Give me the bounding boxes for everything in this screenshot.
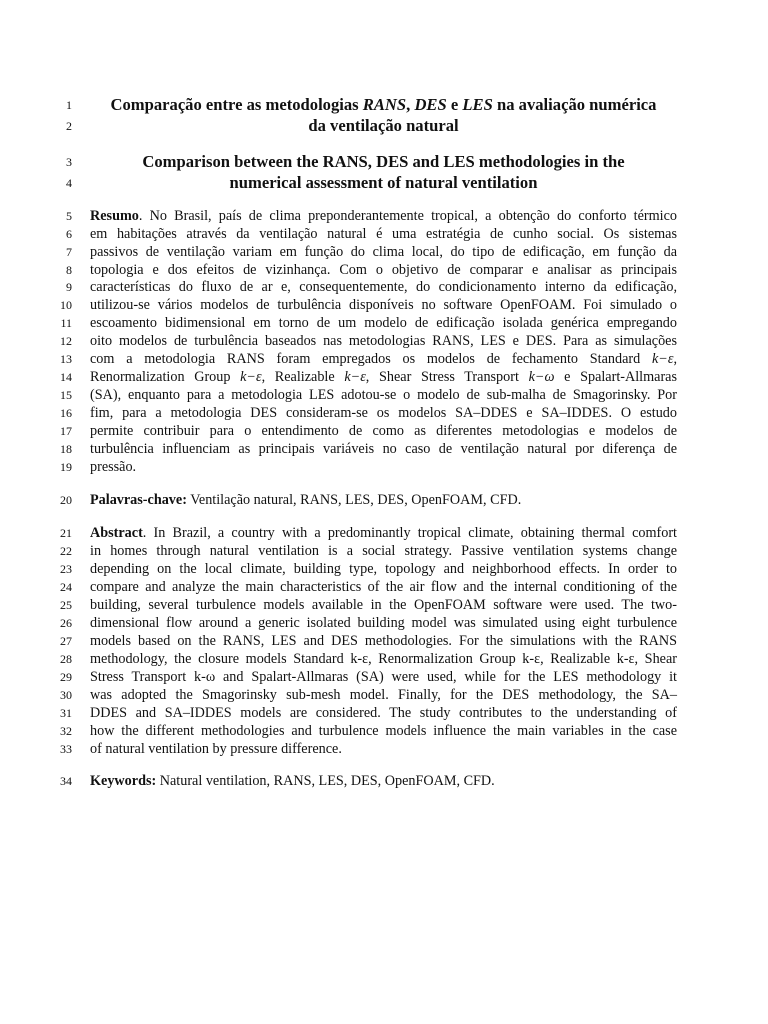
abstract-line: dimensional flow around a generic isolated building model was simulated using eight turbulence	[90, 615, 677, 631]
resumo-line: topologia e dos efeitos de vizinhança. Com o objetivo de comparar e analisar as principais	[90, 262, 677, 278]
line-number: 31	[60, 706, 72, 720]
title-pt-part: Comparação entre as metodologias	[110, 95, 363, 114]
line-number: 16	[60, 406, 72, 420]
math-k-epsilon: k−ε	[651, 351, 674, 367]
resumo-line	[90, 207, 677, 225]
resumo-line: em habitações através da ventilação natural é uma estratégia de cunho social. Os sistemas	[90, 226, 677, 242]
line-number: 13	[60, 352, 72, 366]
line-number: 27	[60, 634, 72, 648]
line-number: 2	[66, 119, 72, 133]
abstract-line: methodology, the closure models Standard k-ε, Renormalization Group k-ε, Realizable k-ε, Shear	[90, 651, 677, 667]
line-number: 19	[60, 460, 72, 474]
line-number: 18	[60, 442, 72, 456]
resumo-text: . No Brasil, país de clima preponderantemente tropical, a obtenção do conforto térmico	[138, 208, 677, 224]
resumo-text: e Spalart-Allmaras	[564, 369, 677, 385]
resumo-line: oito modelos de turbulência baseados nas metodologias RANS, LES e DES. Para as simulações	[90, 333, 677, 349]
line-number: 11	[60, 316, 72, 330]
title-pt-line-2: da ventilação natural	[308, 116, 459, 135]
title-pt-les: LES	[462, 95, 493, 114]
title-pt-part: e	[446, 95, 463, 114]
resumo-line: (SA), enquanto para a metodologia LES adotou-se o modelo de sub-malha de Smagorinsky. Por	[90, 387, 677, 403]
line-number: 29	[60, 670, 72, 684]
resumo-text: ,	[673, 351, 677, 367]
abstract-text: . In Brazil, a country with a predominantly tropical climate, obtaining thermal comfort	[142, 525, 677, 541]
math-k-epsilon: k−ε	[344, 369, 366, 385]
abstract-line: building, several turbulence models available in the OpenFOAM software were used. The two-	[90, 597, 677, 613]
title-pt	[90, 94, 677, 116]
resumo-line	[90, 350, 677, 368]
line-number: 1	[66, 98, 72, 112]
keywords	[90, 772, 677, 790]
abstract-label: Abstract	[90, 525, 143, 541]
line-number: 26	[60, 616, 72, 630]
math-k-omega: k−ω	[528, 369, 555, 385]
line-number: 25	[60, 598, 72, 612]
line-number: 10	[60, 298, 72, 312]
line-number: 9	[66, 280, 72, 294]
abstract-line: DDES and SA–IDDES models are considered. The study contributes to the understanding of	[90, 705, 677, 721]
palavras-label: Palavras-chave:	[90, 492, 187, 508]
line-number: 34	[60, 774, 72, 788]
title-en: Comparison between the RANS, DES and LES methodologies in the	[142, 152, 625, 171]
title-pt-des: DES	[414, 95, 447, 114]
resumo-line: utilizou-se vários modelos de turbulência disponíveis no software OpenFOAM. Foi simulado o	[90, 297, 677, 313]
resumo-line: pressão.	[90, 459, 137, 475]
resumo-line: características do fluxo de ar e, consequentemente, do condicionamento interno da edificação,	[90, 279, 677, 295]
title-pt-rans: RANS	[362, 95, 407, 114]
line-number: 28	[60, 652, 72, 666]
resumo-line: passivos de ventilação variam em função do clima local, do tipo de edificação, em função da	[90, 244, 677, 260]
line-number: 8	[66, 263, 72, 277]
line-number: 20	[60, 493, 72, 507]
math-k-epsilon: k−ε	[240, 369, 262, 385]
resumo-line	[90, 368, 677, 386]
title-en-line-2: numerical assessment of natural ventilation	[229, 173, 538, 192]
line-number: 33	[60, 742, 72, 756]
line-number: 22	[60, 544, 72, 558]
palavras-text: Ventilação natural, RANS, LES, DES, OpenFOAM, CFD.	[186, 492, 522, 508]
resumo-line: turbulência influenciam as principais variáveis no caso de ventilação natural por diferença de	[90, 441, 677, 457]
line-number: 6	[66, 227, 72, 241]
resumo-label: Resumo	[90, 208, 139, 224]
line-number: 5	[66, 209, 72, 223]
keywords-label: Keywords:	[90, 773, 157, 789]
resumo-text: , Shear Stress Transport	[365, 369, 519, 385]
resumo-text: Renormalization Group	[90, 369, 231, 385]
line-number: 24	[60, 580, 72, 594]
abstract-line: in homes through natural ventilation is a social strategy. Passive ventilation systems change	[90, 543, 677, 559]
line-number: 17	[60, 424, 72, 438]
line-number: 32	[60, 724, 72, 738]
resumo-text: com a metodologia RANS foram empregados os modelos de fechamento Standard	[90, 351, 641, 367]
title-pt-part: ,	[406, 95, 415, 114]
title-pt-part: na avaliação numérica	[492, 95, 657, 114]
palavras-chave	[90, 491, 677, 509]
resumo-line: escoamento bidimensional em torno de um modelo de edificação isolada genérica empregando	[90, 315, 677, 331]
abstract-line: of natural ventilation by pressure difference.	[90, 741, 342, 757]
line-number: 23	[60, 562, 72, 576]
abstract-line: Stress Transport k-ω and Spalart-Allmaras (SA) were used, while for the LES methodology it	[90, 669, 677, 685]
abstract-line: depending on the local climate, building type, topology and neighborhood effects. In order to	[90, 561, 677, 577]
resumo-text: , Realizable	[261, 369, 335, 385]
line-number: 7	[66, 245, 72, 259]
abstract-line: how the different methodologies and turbulence models influence the main variables in the case	[90, 723, 677, 739]
line-number: 21	[60, 526, 72, 540]
abstract-line: compare and analyze the main characteristics of the air flow and the internal conditioning of the	[90, 579, 677, 595]
resumo-line: fim, para a metodologia DES consideram-se os modelos SA–DDES e SA–IDDES. O estudo	[90, 405, 677, 421]
line-number: 4	[66, 176, 72, 190]
line-number: 14	[60, 370, 72, 384]
resumo-line: permite contribuir para o entendimento de como as diferentes metodologias e modelos de	[90, 423, 677, 439]
line-number: 3	[66, 155, 72, 169]
line-number: 30	[60, 688, 72, 702]
abstract-line	[90, 524, 677, 542]
keywords-text: Natural ventilation, RANS, LES, DES, OpenFOAM, CFD.	[156, 773, 495, 789]
line-number: 15	[60, 388, 72, 402]
abstract-line: models based on the RANS, LES and DES methodologies. For the simulations with the RANS	[90, 633, 677, 649]
line-number: 12	[60, 334, 72, 348]
abstract-line: was adopted the Smagorinsky sub-mesh model. Finally, for the DES methodology, the SA–	[90, 687, 677, 703]
